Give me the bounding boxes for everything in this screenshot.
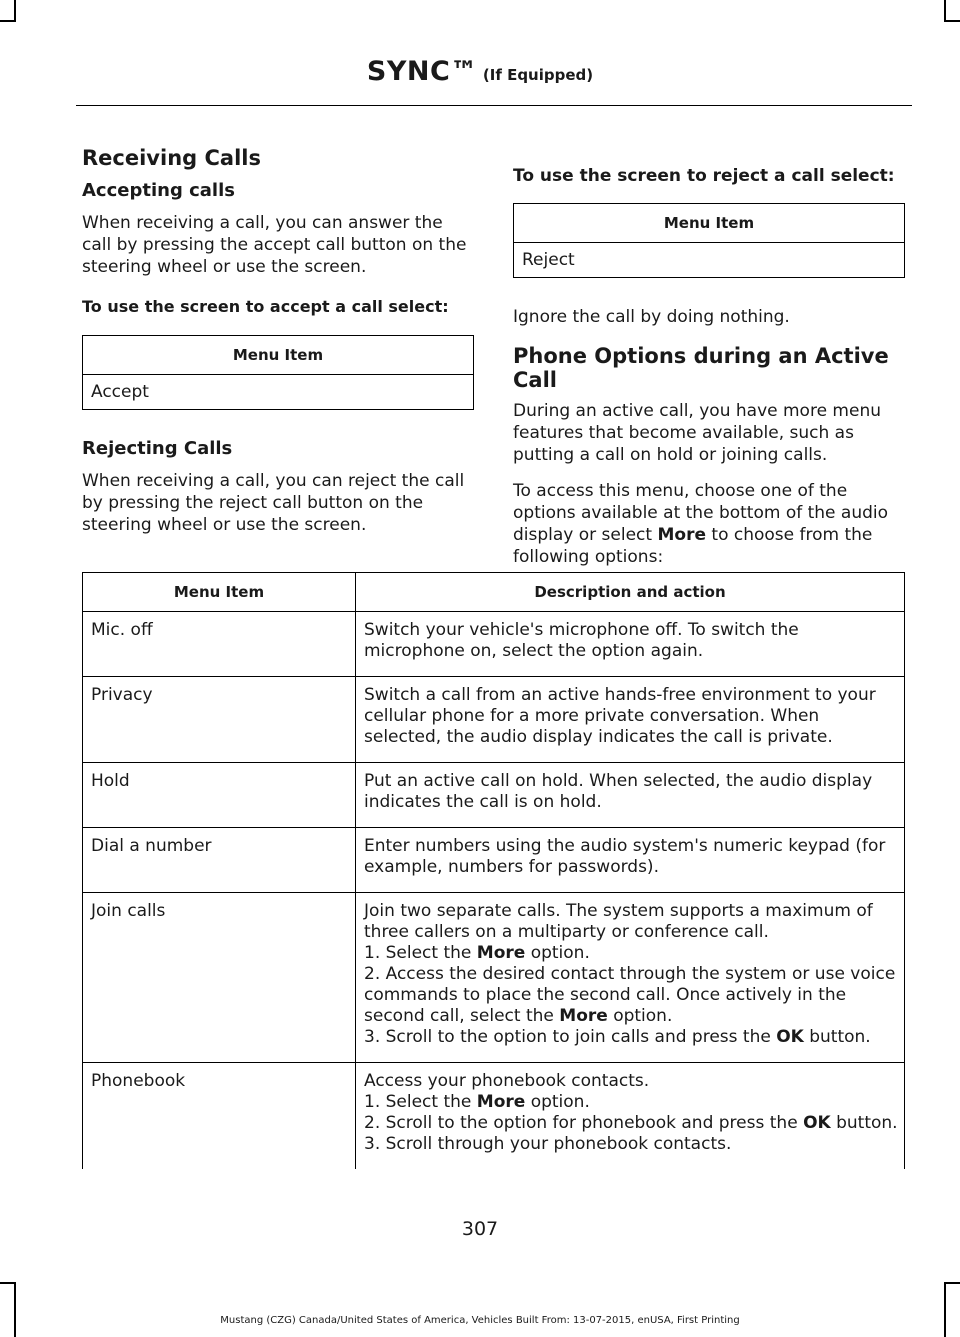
description-text: 2. Scroll to the option for phonebook and press the [364,1113,804,1133]
crop-mark [944,1282,946,1337]
table-row [83,612,905,677]
crop-mark [944,20,960,22]
description-line [364,1071,898,1092]
reject-table [513,203,905,278]
description-text: Switch your vehicle's microphone off. To switch the microphone on, select the option again. [364,620,799,661]
page-header [0,56,960,87]
menu-item-cell: Mic. off [83,612,356,677]
table-row [83,893,905,1063]
column-header-description: Description and action [356,573,905,612]
description-text: Enter numbers using the audio system's numeric keypad (for example, numbers for passwords). [364,836,886,877]
reject-heading: Rejecting Calls [82,438,233,459]
section-heading: Receiving Calls [82,146,261,170]
description-text: Join two separate calls. The system supports a maximum of three callers on a multiparty or conference call. [364,901,873,942]
description-cell [356,1063,905,1170]
description-text: 3. Scroll to the option to join calls and press the [364,1027,777,1047]
intro-paragraph: When receiving a call, you can answer the call by pressing the accept call button on the steering wheel or use the screen. [82,213,467,277]
description-text: 1. Select the [364,1092,477,1112]
description-line [364,964,898,1027]
table-header: Menu Item [83,336,474,375]
crop-mark [944,0,946,20]
description-text: 1. Select the [364,943,477,963]
description-text: Put an active call on hold. When selected, the audio display indicates the call is on hold. [364,771,873,812]
description-cell [356,893,905,1063]
left-column [82,140,474,550]
table-cell: Accept [91,382,149,402]
crop-mark [944,1282,960,1284]
description-text: 2. Access the desired contact through the system or use voice commands to place the second call. Once actively in the second call, select the [364,964,896,1026]
ignore-paragraph: Ignore the call by doing nothing. [513,307,790,327]
description-text: option. [525,1092,590,1112]
crop-mark [14,0,16,20]
description-text: 3. Scroll through your phonebook contacts. [364,1134,732,1154]
description-text: Switch a call from an active hands-free environment to your cellular phone for a more private conversation. When selected, the audio display indicates the call is private. [364,685,876,747]
description-line [364,771,898,813]
table-cell: Reject [522,250,575,270]
description-text: Access your phonebook contacts. [364,1071,650,1091]
description-line [364,685,898,748]
header-subtitle: (If Equipped) [482,66,594,84]
keyword: More [476,943,526,963]
description-text: option. [525,943,590,963]
options-paragraph: During an active call, you have more menu features that become available, such as putting a call on hold or joining calls. [513,401,881,465]
accept-prompt: To use the screen to accept a call select: [82,297,449,316]
keyword: OK [776,1027,804,1047]
description-text: option. [607,1006,673,1026]
description-line [364,1092,898,1113]
keyword: OK [803,1113,831,1133]
accept-table [82,335,474,410]
menu-item-cell: Hold [83,763,356,828]
description-text: button. [803,1027,871,1047]
description-cell [356,828,905,893]
description-line [364,943,898,964]
more-keyword: More [657,525,706,545]
description-line [364,901,898,943]
column-header-menu-item: Menu Item [83,573,356,612]
right-column [513,140,905,582]
reject-prompt: To use the screen to reject a call select: [513,166,895,186]
access-paragraph [513,480,905,568]
page-footer: Mustang (CZG) Canada/United States of America, Vehicles Built From: 13-07-2015, enUSA, First Printing [220,1315,740,1326]
header-rule [76,105,912,106]
options-heading: Phone Options during an Active Call [513,344,889,392]
options-table [82,572,905,1169]
description-cell [356,763,905,828]
keyword: More [476,1092,526,1112]
description-line [364,836,898,878]
keyword: More [559,1006,608,1026]
access-text: to choose from the following options: [513,525,873,567]
description-cell [356,677,905,763]
table-row [83,1063,905,1170]
sub-heading: Accepting calls [82,180,235,201]
access-text: To access this menu, choose one of the options available at the bottom of the audio display or select [513,481,889,545]
description-cell [356,612,905,677]
menu-item-cell: Dial a number [83,828,356,893]
menu-item-cell: Phonebook [83,1063,356,1170]
description-text: button. [830,1113,898,1133]
table-row [83,677,905,763]
crop-mark [14,1282,16,1337]
reject-paragraph: When receiving a call, you can reject the call by pressing the reject call button on the steering wheel or use the screen. [82,471,465,535]
table-header: Menu Item [514,204,905,243]
table-row [83,763,905,828]
menu-item-cell: Privacy [83,677,356,763]
menu-item-cell: Join calls [83,893,356,1063]
description-line [364,1113,898,1134]
table-row [83,828,905,893]
header-title: SYNC™ [366,56,478,87]
description-line [364,1134,898,1155]
description-line [364,620,898,662]
description-line [364,1027,898,1048]
crop-mark [0,20,16,22]
page-number: 307 [461,1218,499,1240]
